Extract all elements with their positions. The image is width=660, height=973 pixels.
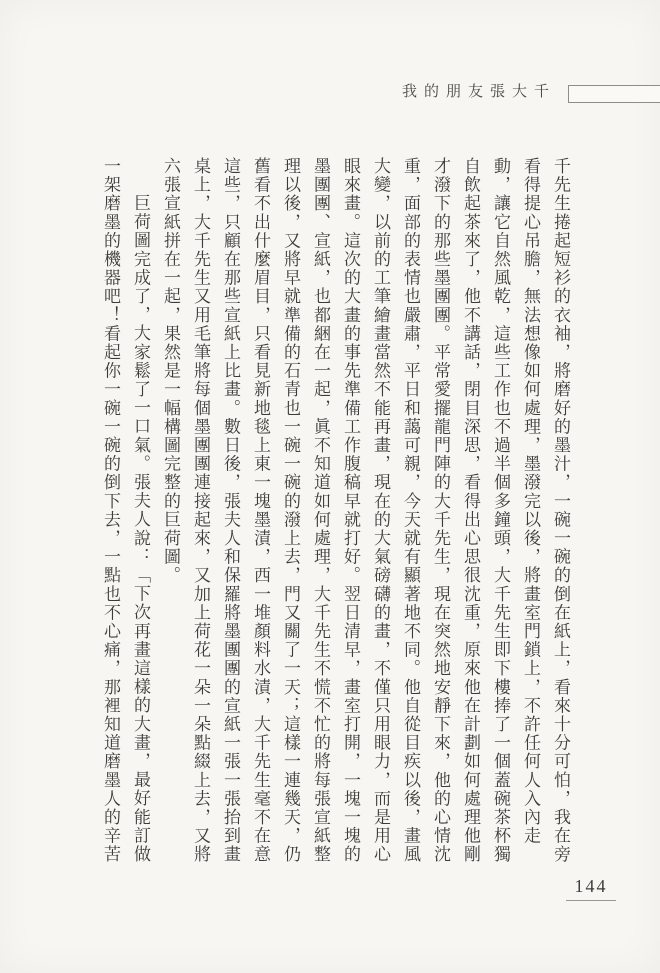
paragraph: 千先生捲起短衫的衣袖，將磨好的墨汁，一碗一碗的倒在紙上，看來十分可怕，我在旁看得提心吊膽，無法想像如何處理，墨潑完以後，將畫室門鎖上，不許任何人入內走動，讓它自然風乾，這些工作也不過半個多鐘頭，大千先生即下樓捧了一個蓋碗茶杯獨自飲起茶來了，他不講話，閉目深思，看得出心思很沈重，原來他在計劃如何處理他剛才潑下的那些墨團團。平常愛擺龍門陣的大千先生，現在突然地安靜下來，他的心情沈重，面部的表情也嚴肅，平日和藹可親，今天就有顯著地不同。他自從目疾以後，畫風大變，以前的工筆繪畫當然不能再畫，現在的大氣磅礴的畫，不僅只用眼力，而是用心眼來畫。這次的大畫的事先準備工作腹稿早就打好。翌日清早，畫室打開，一塊一塊的墨團團、宣紙，也都綑在一起，眞不知道如何處理，大千先生不慌不忙的將每張宣紙整理以後，又將早就準備的石青也一碗一碗的潑上去，門又關了一天；這樣一連幾天，仍舊看不出什麼眉目，只看見新地毯上東一塊墨漬，西一堆顏料水漬，大千先生毫不在意這些，只顧在那些宣紙上比畫。數日後，張夫人和保羅將墨團團的宣紙一張一張抬到畫桌上，大千先生又用毛筆將每個墨團團連接起來，又加上荷花一朵一朵點綴上去，又將六張宣紙拼在一起，果然是一幅構圖完整的巨荷圖。 <box>161 157 570 864</box>
page-footer <box>566 876 616 901</box>
running-title: 我的朋友張大千 <box>402 84 557 100</box>
page-number: 144 <box>574 876 608 896</box>
page-number-rule <box>566 900 616 901</box>
header-rule-box <box>568 85 660 103</box>
paragraph: 巨荷圖完成了，大家鬆了一口氣。張夫人說：「下次再畫這樣的大畫，最好能訂做一架磨墨的機器吧！看起你一碗一碗的倒下去，一點也不心痛，那裡知道磨墨人的辛苦 <box>101 157 150 864</box>
running-header <box>0 78 660 104</box>
article-body <box>95 157 575 873</box>
